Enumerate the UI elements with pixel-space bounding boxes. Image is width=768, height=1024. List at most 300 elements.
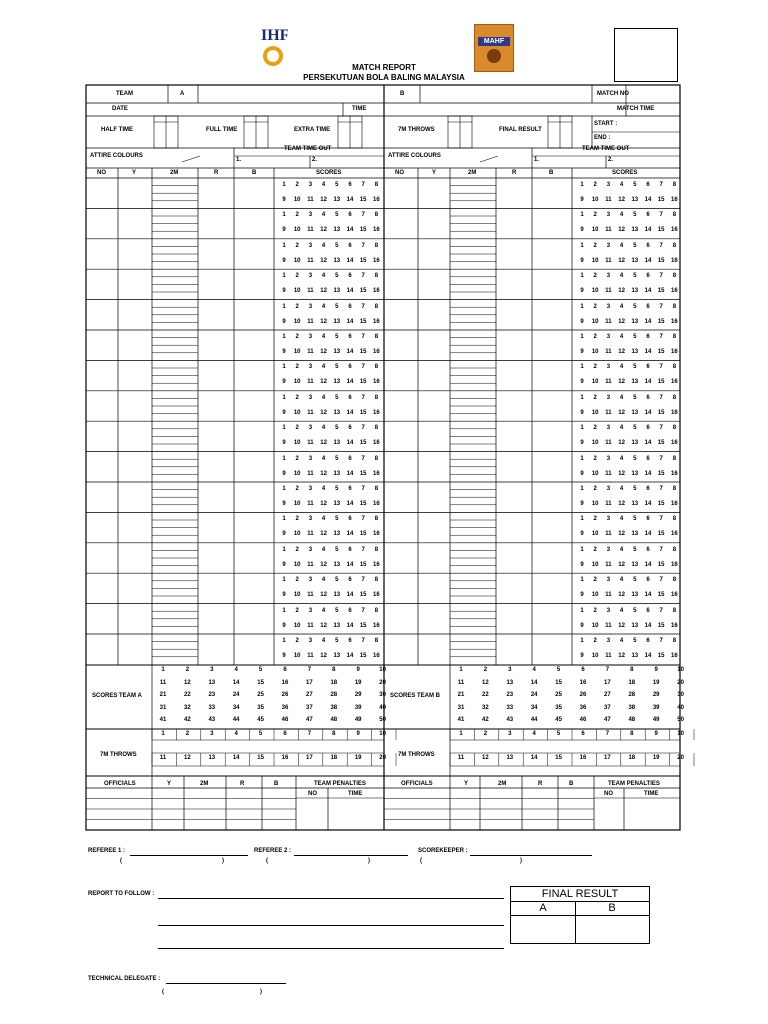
total-b-42[interactable]: 42 — [482, 717, 489, 724]
score-a-11-16[interactable]: 16 — [373, 501, 380, 507]
total-b-48[interactable]: 48 — [628, 717, 636, 724]
score-b-11-3[interactable]: 3 — [606, 486, 611, 492]
score-a-13-5[interactable]: 5 — [335, 546, 339, 553]
score-b-10-14[interactable]: 14 — [644, 470, 652, 477]
score-a-7-13[interactable]: 13 — [333, 379, 341, 386]
score-a-1-12[interactable]: 12 — [320, 197, 327, 203]
total-b-24[interactable]: 24 — [530, 692, 538, 699]
total-a-7[interactable]: 7 — [307, 667, 312, 673]
score-a-9-9[interactable]: 9 — [282, 440, 286, 447]
score-b-7-12[interactable]: 12 — [618, 379, 625, 386]
score-a-11-6[interactable]: 6 — [348, 486, 352, 492]
score-b-10-7[interactable]: 7 — [659, 455, 663, 462]
score-a-11-9[interactable]: 9 — [282, 501, 286, 507]
score-b-13-11[interactable]: 11 — [605, 561, 612, 568]
total-a-26[interactable]: 26 — [281, 692, 289, 699]
score-a-11-4[interactable]: 4 — [321, 486, 326, 492]
score-b-5-1[interactable]: 1 — [580, 303, 584, 310]
score-b-11-6[interactable]: 6 — [646, 486, 650, 492]
score-a-9-15[interactable]: 15 — [359, 440, 367, 447]
score-a-1-3[interactable]: 3 — [308, 182, 313, 188]
score-a-11-13[interactable]: 13 — [333, 501, 341, 507]
throws-a-3[interactable]: 3 — [210, 731, 214, 737]
score-b-8-3[interactable]: 3 — [606, 394, 611, 401]
score-b-16-2[interactable]: 2 — [593, 638, 597, 644]
score-a-9-1[interactable]: 1 — [282, 425, 286, 432]
score-a-6-13[interactable]: 13 — [333, 349, 341, 355]
throws-a-20[interactable]: 20 — [379, 755, 386, 761]
score-b-2-8[interactable]: 8 — [672, 212, 677, 219]
total-a-25[interactable]: 25 — [257, 692, 264, 699]
score-b-6-13[interactable]: 13 — [631, 349, 639, 355]
score-b-15-4[interactable]: 4 — [619, 607, 624, 614]
score-a-16-1[interactable]: 1 — [282, 638, 286, 644]
score-a-10-9[interactable]: 9 — [282, 470, 286, 477]
total-a-22[interactable]: 22 — [184, 692, 191, 699]
score-a-12-2[interactable]: 2 — [295, 516, 299, 523]
score-a-10-6[interactable]: 6 — [348, 455, 352, 462]
score-b-10-10[interactable]: 10 — [591, 470, 599, 477]
score-a-8-16[interactable]: 16 — [373, 409, 380, 416]
score-b-1-13[interactable]: 13 — [631, 197, 639, 203]
total-b-49[interactable]: 49 — [652, 717, 660, 724]
score-b-8-8[interactable]: 8 — [672, 394, 677, 401]
total-a-15[interactable]: 15 — [257, 679, 264, 686]
score-a-14-16[interactable]: 16 — [373, 592, 380, 599]
score-b-9-15[interactable]: 15 — [657, 440, 665, 447]
total-b-10[interactable]: 10 — [677, 667, 684, 673]
score-b-7-14[interactable]: 14 — [644, 379, 652, 386]
score-a-16-14[interactable]: 14 — [346, 653, 354, 659]
throws-b-4[interactable]: 4 — [532, 731, 536, 737]
throws-a-16[interactable]: 16 — [281, 755, 289, 761]
score-a-7-16[interactable]: 16 — [373, 379, 380, 386]
total-b-40[interactable]: 40 — [677, 704, 684, 711]
total-b-4[interactable]: 4 — [532, 667, 536, 673]
score-b-10-12[interactable]: 12 — [618, 470, 625, 477]
score-a-16-8[interactable]: 8 — [374, 638, 379, 644]
score-b-6-6[interactable]: 6 — [646, 334, 650, 340]
score-a-10-11[interactable]: 11 — [307, 470, 314, 477]
score-b-8-7[interactable]: 7 — [659, 394, 663, 401]
total-b-20[interactable]: 20 — [677, 679, 684, 686]
total-b-31[interactable]: 31 — [457, 704, 465, 711]
total-a-14[interactable]: 14 — [232, 679, 240, 686]
throws-a-6[interactable]: 6 — [283, 731, 287, 737]
throws-a-14[interactable]: 14 — [232, 755, 240, 761]
score-b-3-13[interactable]: 13 — [631, 257, 639, 264]
score-a-4-11[interactable]: 11 — [307, 288, 314, 295]
score-b-6-5[interactable]: 5 — [633, 334, 637, 340]
total-a-43[interactable]: 43 — [208, 717, 216, 724]
score-a-15-12[interactable]: 12 — [320, 622, 327, 629]
score-b-2-16[interactable]: 16 — [671, 227, 678, 234]
score-b-12-3[interactable]: 3 — [606, 516, 611, 523]
score-a-5-12[interactable]: 12 — [320, 318, 327, 325]
total-b-32[interactable]: 32 — [482, 704, 489, 711]
score-b-2-15[interactable]: 15 — [657, 227, 665, 234]
score-a-13-10[interactable]: 10 — [293, 561, 301, 568]
total-a-36[interactable]: 36 — [281, 704, 289, 711]
score-a-7-6[interactable]: 6 — [348, 364, 352, 371]
throws-b-18[interactable]: 18 — [628, 755, 636, 761]
score-b-1-4[interactable]: 4 — [619, 182, 624, 188]
score-a-16-10[interactable]: 10 — [293, 653, 301, 659]
total-a-38[interactable]: 38 — [330, 704, 338, 711]
score-a-3-16[interactable]: 16 — [373, 257, 380, 264]
total-b-12[interactable]: 12 — [482, 679, 489, 686]
score-a-10-14[interactable]: 14 — [346, 470, 354, 477]
score-b-1-8[interactable]: 8 — [672, 182, 677, 188]
score-b-9-9[interactable]: 9 — [580, 440, 584, 447]
total-b-39[interactable]: 39 — [652, 704, 660, 711]
score-a-9-4[interactable]: 4 — [321, 425, 326, 432]
score-b-8-5[interactable]: 5 — [633, 394, 637, 401]
score-b-5-14[interactable]: 14 — [644, 318, 652, 325]
score-a-5-7[interactable]: 7 — [361, 303, 365, 310]
score-b-11-5[interactable]: 5 — [633, 486, 637, 492]
score-b-6-14[interactable]: 14 — [644, 349, 652, 355]
score-a-5-1[interactable]: 1 — [282, 303, 286, 310]
score-a-3-4[interactable]: 4 — [321, 242, 326, 249]
throws-a-19[interactable]: 19 — [354, 755, 362, 761]
score-b-7-8[interactable]: 8 — [672, 364, 677, 371]
score-a-8-6[interactable]: 6 — [348, 394, 352, 401]
score-b-15-12[interactable]: 12 — [618, 622, 625, 629]
score-b-8-6[interactable]: 6 — [646, 394, 650, 401]
throws-a-12[interactable]: 12 — [184, 755, 191, 761]
total-a-18[interactable]: 18 — [330, 679, 338, 686]
score-a-8-3[interactable]: 3 — [308, 394, 313, 401]
total-b-21[interactable]: 21 — [457, 692, 465, 699]
score-b-6-9[interactable]: 9 — [580, 349, 584, 355]
score-a-12-5[interactable]: 5 — [335, 516, 339, 523]
score-a-10-5[interactable]: 5 — [335, 455, 339, 462]
score-b-3-9[interactable]: 9 — [580, 257, 584, 264]
score-a-1-5[interactable]: 5 — [335, 182, 339, 188]
score-a-3-13[interactable]: 13 — [333, 257, 341, 264]
score-b-12-11[interactable]: 11 — [605, 531, 612, 538]
score-a-10-12[interactable]: 12 — [320, 470, 327, 477]
total-a-10[interactable]: 10 — [379, 667, 386, 673]
score-b-4-6[interactable]: 6 — [646, 273, 650, 280]
score-b-13-5[interactable]: 5 — [633, 546, 637, 553]
score-b-2-7[interactable]: 7 — [659, 212, 663, 219]
score-b-9-2[interactable]: 2 — [593, 425, 597, 432]
total-b-16[interactable]: 16 — [579, 679, 587, 686]
score-b-13-2[interactable]: 2 — [593, 546, 597, 553]
total-a-42[interactable]: 42 — [184, 717, 191, 724]
score-a-9-3[interactable]: 3 — [308, 425, 313, 432]
score-b-9-16[interactable]: 16 — [671, 440, 678, 447]
score-a-12-16[interactable]: 16 — [373, 531, 380, 538]
score-b-4-4[interactable]: 4 — [619, 273, 624, 280]
score-a-5-16[interactable]: 16 — [373, 318, 380, 325]
score-a-15-9[interactable]: 9 — [282, 622, 286, 629]
score-b-2-13[interactable]: 13 — [631, 227, 639, 234]
score-a-5-2[interactable]: 2 — [295, 303, 299, 310]
score-b-6-15[interactable]: 15 — [657, 349, 665, 355]
score-a-12-1[interactable]: 1 — [282, 516, 286, 523]
score-b-13-9[interactable]: 9 — [580, 561, 584, 568]
score-b-13-7[interactable]: 7 — [659, 546, 663, 553]
score-b-13-4[interactable]: 4 — [619, 546, 624, 553]
total-a-21[interactable]: 21 — [159, 692, 167, 699]
score-b-7-3[interactable]: 3 — [606, 364, 611, 371]
total-b-9[interactable]: 9 — [654, 667, 658, 673]
score-b-9-1[interactable]: 1 — [580, 425, 584, 432]
score-b-3-2[interactable]: 2 — [593, 242, 597, 249]
score-a-7-15[interactable]: 15 — [359, 379, 367, 386]
score-b-8-13[interactable]: 13 — [631, 409, 639, 416]
score-b-15-2[interactable]: 2 — [593, 607, 597, 614]
score-a-8-4[interactable]: 4 — [321, 394, 326, 401]
score-a-7-1[interactable]: 1 — [282, 364, 286, 371]
score-a-13-7[interactable]: 7 — [361, 546, 365, 553]
score-a-11-2[interactable]: 2 — [295, 486, 299, 492]
score-a-15-11[interactable]: 11 — [307, 622, 314, 629]
total-a-31[interactable]: 31 — [159, 704, 167, 711]
score-a-16-16[interactable]: 16 — [373, 653, 380, 659]
score-a-15-16[interactable]: 16 — [373, 622, 380, 629]
total-b-36[interactable]: 36 — [579, 704, 587, 711]
score-a-11-15[interactable]: 15 — [359, 501, 367, 507]
score-a-2-7[interactable]: 7 — [361, 212, 365, 219]
score-b-11-12[interactable]: 12 — [618, 501, 625, 507]
score-a-2-14[interactable]: 14 — [346, 227, 354, 234]
score-a-5-5[interactable]: 5 — [335, 303, 339, 310]
score-b-10-1[interactable]: 1 — [580, 455, 584, 462]
total-b-46[interactable]: 46 — [579, 717, 587, 724]
score-a-9-5[interactable]: 5 — [335, 425, 339, 432]
score-a-3-8[interactable]: 8 — [374, 242, 379, 249]
score-b-13-3[interactable]: 3 — [606, 546, 611, 553]
score-b-8-10[interactable]: 10 — [591, 409, 599, 416]
score-b-6-16[interactable]: 16 — [671, 349, 678, 355]
total-a-44[interactable]: 44 — [232, 717, 240, 724]
score-b-12-8[interactable]: 8 — [672, 516, 677, 523]
score-b-4-12[interactable]: 12 — [618, 288, 625, 295]
score-a-2-2[interactable]: 2 — [295, 212, 299, 219]
score-a-13-11[interactable]: 11 — [307, 561, 314, 568]
score-b-12-9[interactable]: 9 — [580, 531, 584, 538]
report-line-3[interactable] — [158, 948, 504, 949]
score-a-16-2[interactable]: 2 — [295, 638, 299, 644]
score-b-10-11[interactable]: 11 — [605, 470, 612, 477]
score-b-15-5[interactable]: 5 — [633, 607, 637, 614]
score-b-11-10[interactable]: 10 — [591, 501, 599, 507]
score-b-3-1[interactable]: 1 — [580, 242, 584, 249]
score-b-9-6[interactable]: 6 — [646, 425, 650, 432]
score-b-13-13[interactable]: 13 — [631, 561, 639, 568]
score-b-14-6[interactable]: 6 — [646, 577, 650, 584]
score-b-1-15[interactable]: 15 — [657, 197, 665, 203]
total-b-41[interactable]: 41 — [457, 717, 465, 724]
score-b-2-1[interactable]: 1 — [580, 212, 584, 219]
score-a-2-4[interactable]: 4 — [321, 212, 326, 219]
score-b-9-11[interactable]: 11 — [605, 440, 612, 447]
score-a-11-8[interactable]: 8 — [374, 486, 379, 492]
throws-a-7[interactable]: 7 — [307, 731, 312, 737]
score-b-7-4[interactable]: 4 — [619, 364, 624, 371]
score-a-7-2[interactable]: 2 — [295, 364, 299, 371]
score-a-11-12[interactable]: 12 — [320, 501, 327, 507]
score-b-7-13[interactable]: 13 — [631, 379, 639, 386]
score-a-5-11[interactable]: 11 — [307, 318, 314, 325]
score-b-13-16[interactable]: 16 — [671, 561, 678, 568]
score-a-1-2[interactable]: 2 — [295, 182, 299, 188]
score-b-14-12[interactable]: 12 — [618, 592, 625, 599]
score-a-2-12[interactable]: 12 — [320, 227, 327, 234]
score-b-12-16[interactable]: 16 — [671, 531, 678, 538]
score-b-12-13[interactable]: 13 — [631, 531, 639, 538]
throws-b-13[interactable]: 13 — [506, 755, 514, 761]
score-a-6-8[interactable]: 8 — [374, 334, 379, 340]
throws-b-12[interactable]: 12 — [482, 755, 489, 761]
score-a-3-9[interactable]: 9 — [282, 257, 286, 264]
score-b-8-15[interactable]: 15 — [657, 409, 665, 416]
total-b-29[interactable]: 29 — [652, 692, 660, 699]
score-b-8-9[interactable]: 9 — [580, 409, 584, 416]
score-b-16-10[interactable]: 10 — [591, 653, 599, 659]
score-a-13-15[interactable]: 15 — [359, 561, 367, 568]
score-b-11-2[interactable]: 2 — [593, 486, 597, 492]
score-a-9-2[interactable]: 2 — [295, 425, 299, 432]
score-b-16-7[interactable]: 7 — [659, 638, 663, 644]
score-a-3-11[interactable]: 11 — [307, 257, 314, 264]
score-a-16-9[interactable]: 9 — [282, 653, 286, 659]
total-a-49[interactable]: 49 — [354, 717, 362, 724]
score-a-4-5[interactable]: 5 — [335, 273, 339, 280]
score-a-6-3[interactable]: 3 — [308, 334, 313, 340]
referee-1-line[interactable] — [130, 855, 248, 856]
score-a-9-13[interactable]: 13 — [333, 440, 341, 447]
total-b-5[interactable]: 5 — [556, 667, 561, 673]
score-b-9-4[interactable]: 4 — [619, 425, 624, 432]
total-b-11[interactable]: 11 — [457, 679, 465, 686]
score-b-1-11[interactable]: 11 — [605, 197, 612, 203]
total-b-19[interactable]: 19 — [652, 679, 660, 686]
score-b-16-5[interactable]: 5 — [633, 638, 637, 644]
score-a-10-7[interactable]: 7 — [361, 455, 365, 462]
score-b-12-14[interactable]: 14 — [644, 531, 652, 538]
score-a-15-6[interactable]: 6 — [348, 607, 352, 614]
total-a-8[interactable]: 8 — [332, 667, 336, 673]
score-b-4-16[interactable]: 16 — [671, 288, 678, 295]
score-b-3-14[interactable]: 14 — [644, 257, 652, 264]
score-a-1-11[interactable]: 11 — [307, 197, 314, 203]
score-b-3-7[interactable]: 7 — [659, 242, 663, 249]
score-a-12-13[interactable]: 13 — [333, 531, 341, 538]
score-b-5-9[interactable]: 9 — [580, 318, 584, 325]
score-a-15-5[interactable]: 5 — [335, 607, 339, 614]
score-a-2-1[interactable]: 1 — [282, 212, 286, 219]
score-a-1-13[interactable]: 13 — [333, 197, 341, 203]
score-b-5-6[interactable]: 6 — [646, 303, 650, 310]
score-a-6-2[interactable]: 2 — [295, 334, 299, 340]
score-a-6-11[interactable]: 11 — [307, 349, 314, 355]
score-a-8-12[interactable]: 12 — [320, 409, 327, 416]
score-a-6-10[interactable]: 10 — [293, 349, 301, 355]
score-b-14-15[interactable]: 15 — [657, 592, 665, 599]
score-b-13-10[interactable]: 10 — [591, 561, 599, 568]
score-a-15-8[interactable]: 8 — [374, 607, 379, 614]
score-b-16-12[interactable]: 12 — [618, 653, 625, 659]
score-a-6-4[interactable]: 4 — [321, 334, 326, 340]
total-b-8[interactable]: 8 — [630, 667, 634, 673]
score-a-13-6[interactable]: 6 — [348, 546, 352, 553]
throws-b-6[interactable]: 6 — [581, 731, 585, 737]
throws-a-9[interactable]: 9 — [356, 731, 360, 737]
score-a-8-5[interactable]: 5 — [335, 394, 339, 401]
score-b-1-6[interactable]: 6 — [646, 182, 650, 188]
score-b-5-7[interactable]: 7 — [659, 303, 663, 310]
score-a-8-14[interactable]: 14 — [346, 409, 354, 416]
total-b-26[interactable]: 26 — [579, 692, 587, 699]
score-b-2-14[interactable]: 14 — [644, 227, 652, 234]
score-a-3-10[interactable]: 10 — [293, 257, 301, 264]
score-b-14-5[interactable]: 5 — [633, 577, 637, 584]
score-a-14-1[interactable]: 1 — [282, 577, 286, 584]
score-a-6-5[interactable]: 5 — [335, 334, 339, 340]
score-b-7-9[interactable]: 9 — [580, 379, 584, 386]
total-a-11[interactable]: 11 — [159, 679, 167, 686]
score-a-1-10[interactable]: 10 — [293, 197, 301, 203]
score-a-2-15[interactable]: 15 — [359, 227, 367, 234]
score-a-5-3[interactable]: 3 — [308, 303, 313, 310]
score-a-2-9[interactable]: 9 — [282, 227, 286, 234]
score-b-15-10[interactable]: 10 — [591, 622, 599, 629]
score-a-6-12[interactable]: 12 — [320, 349, 327, 355]
score-a-8-15[interactable]: 15 — [359, 409, 367, 416]
score-b-12-15[interactable]: 15 — [657, 531, 665, 538]
total-a-1[interactable]: 1 — [161, 667, 165, 673]
throws-b-16[interactable]: 16 — [579, 755, 587, 761]
report-line-2[interactable] — [158, 925, 504, 926]
score-a-10-2[interactable]: 2 — [295, 455, 299, 462]
score-b-5-11[interactable]: 11 — [605, 318, 612, 325]
score-b-13-1[interactable]: 1 — [580, 546, 584, 553]
score-a-5-6[interactable]: 6 — [348, 303, 352, 310]
score-a-1-1[interactable]: 1 — [282, 182, 286, 188]
score-b-10-16[interactable]: 16 — [671, 470, 678, 477]
score-b-16-14[interactable]: 14 — [644, 653, 652, 659]
score-b-8-1[interactable]: 1 — [580, 394, 584, 401]
score-b-6-2[interactable]: 2 — [593, 334, 597, 340]
score-b-5-16[interactable]: 16 — [671, 318, 678, 325]
score-b-4-2[interactable]: 2 — [593, 273, 597, 280]
score-b-15-3[interactable]: 3 — [606, 607, 611, 614]
score-a-4-15[interactable]: 15 — [359, 288, 367, 295]
total-b-25[interactable]: 25 — [555, 692, 562, 699]
score-b-11-16[interactable]: 16 — [671, 501, 678, 507]
score-b-1-1[interactable]: 1 — [580, 182, 584, 188]
score-b-10-5[interactable]: 5 — [633, 455, 637, 462]
score-a-7-9[interactable]: 9 — [282, 379, 286, 386]
score-b-9-14[interactable]: 14 — [644, 440, 652, 447]
score-b-2-12[interactable]: 12 — [618, 227, 625, 234]
total-a-12[interactable]: 12 — [184, 679, 191, 686]
score-b-16-3[interactable]: 3 — [606, 638, 611, 644]
score-b-2-5[interactable]: 5 — [633, 212, 637, 219]
score-b-13-6[interactable]: 6 — [646, 546, 650, 553]
score-a-5-4[interactable]: 4 — [321, 303, 326, 310]
total-a-13[interactable]: 13 — [208, 679, 216, 686]
score-b-7-10[interactable]: 10 — [591, 379, 599, 386]
score-b-14-2[interactable]: 2 — [593, 577, 597, 584]
score-a-3-7[interactable]: 7 — [361, 242, 365, 249]
score-b-11-8[interactable]: 8 — [672, 486, 677, 492]
